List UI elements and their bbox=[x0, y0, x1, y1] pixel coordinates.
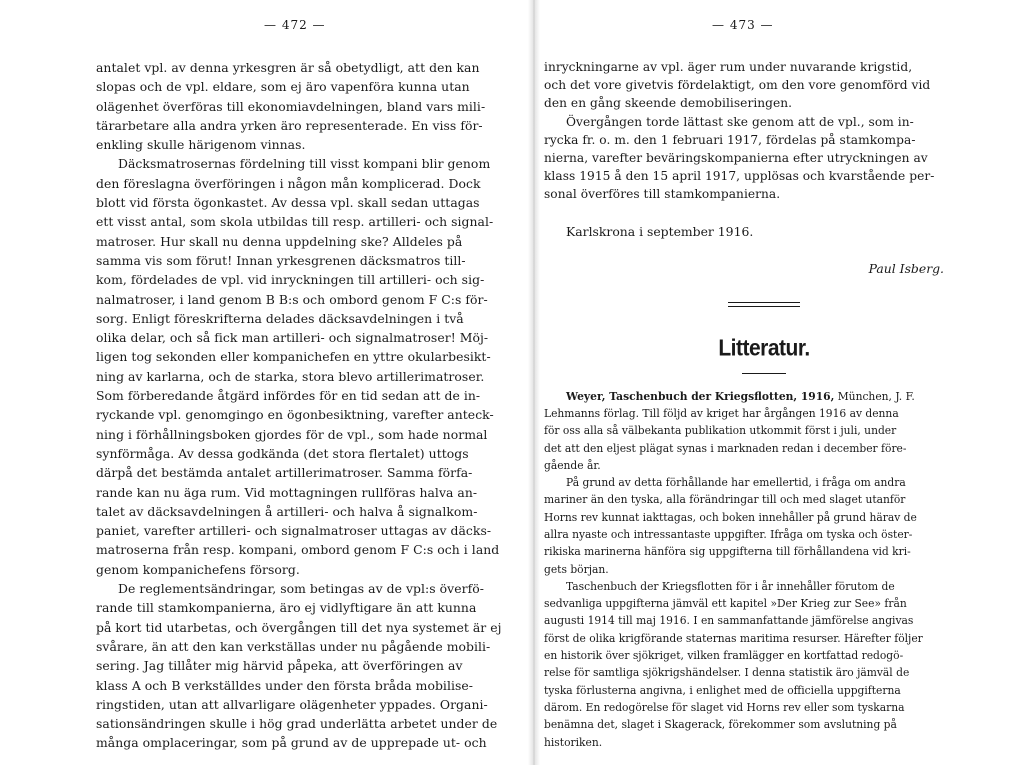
review-line: Taschenbuch der Kriegsflotten för i år innehåller förutom de bbox=[566, 579, 895, 593]
text-line: enkling skulle härigenom vinnas. bbox=[96, 137, 306, 153]
text-line: ringstiden, utan att allvarligare olägenheter yppades. Organi- bbox=[96, 696, 488, 712]
text-line: svårare, än att den kan verkställas under nu pågående mobili- bbox=[96, 638, 491, 654]
review-line: allra nyaste och intressantaste uppgifter. Ifråga om tyska och öster- bbox=[544, 528, 913, 541]
text-line: Däcksmatrosernas fördelning till visst kompani blir genom bbox=[118, 156, 491, 172]
text-line: Som förberedande åtgärd infördes för en tid sedan att de in- bbox=[96, 388, 481, 404]
review-line: tyska förlusterna angivna, i enlighet med de officiella uppgifterna bbox=[544, 683, 901, 697]
text-line: talet av däcksavdelningen å artilleri- och halva å signalkom- bbox=[96, 503, 478, 519]
review-line: en historik över sjökriget, vilken framlägger en kortfattad redogö- bbox=[544, 649, 904, 663]
text-line: den föreslagna överföringen i någon mån komplicerad. Dock bbox=[96, 175, 481, 191]
divider-rule bbox=[728, 306, 800, 307]
text-line: den en gång skeende demobiliseringen. bbox=[544, 96, 793, 111]
text-line: antalet vpl. av denna yrkesgren är så obetydligt, att den kan bbox=[96, 60, 480, 75]
text-line: inryckningarne av vpl. äger rum under nuvarande krigstid, bbox=[544, 60, 913, 74]
review-line: benämna det, slaget i Skagerack, förekommer som avslutning på bbox=[544, 718, 897, 732]
section-title: Litteratur. bbox=[718, 335, 810, 361]
text-line: på kort tid utarbetas, och övergången till det nya systemet är ej bbox=[96, 619, 502, 635]
text-line: sering. Jag tillåter mig härvid påpeka, att överföringen av bbox=[96, 658, 463, 674]
signature-name: Paul Isberg. bbox=[868, 260, 944, 276]
review-line: först de olika krigförande staternas maritima resurser. Härefter följer bbox=[544, 631, 923, 645]
text-line: nierna, varefter beväringskompanierna efter utryckningen av bbox=[544, 151, 928, 166]
text-line: sonal överföres till stamkompanierna. bbox=[544, 187, 781, 202]
review-line: gående år. bbox=[544, 458, 601, 472]
review-line: gets början. bbox=[544, 562, 609, 576]
right-text-column bbox=[544, 58, 984, 751]
text-line: klass A och B verkställdes under den första bråda mobilise- bbox=[96, 677, 473, 693]
text-line: synförmåga. Av dessa godkända (det stora flertalet) uttogs bbox=[96, 445, 469, 461]
text-line: rande till stamkompanierna, äro ej vidlyftigare än att kunna bbox=[96, 600, 477, 616]
text-line: kom, fördelades de vpl. vid inryckningen till artilleri- och sig- bbox=[96, 272, 485, 288]
text-line: paniet, varefter artilleri- och signalmatroser uttagas av däcks- bbox=[96, 523, 492, 539]
text-line: Övergången torde lättast ske genom att de vpl., som in- bbox=[566, 114, 914, 129]
book-gutter bbox=[528, 0, 540, 765]
review-line: sedvanliga uppgifterna jämväl ett kapitel »Der Krieg zur See» från bbox=[544, 597, 907, 611]
text-line: många omplaceringar, som på grund av de upprepade ut- och bbox=[96, 735, 487, 751]
text-line: rande kan nu äga rum. Vid mottagningen rullföras halva an- bbox=[96, 484, 478, 500]
text-line: ning i förhållningsboken gjordes för de vpl., som hade normal bbox=[96, 426, 488, 442]
text-line: ett visst antal, som skola utbildas till resp. artilleri- och signal- bbox=[96, 214, 494, 230]
review-line: mariner än den tyska, alla förändringar till och med slaget utanför bbox=[544, 493, 906, 507]
text-line: klass 1915 å den 15 april 1917, upplösas och kvarstående per- bbox=[544, 169, 935, 184]
review-line: Lehmanns förlag. Till följd av kriget har årgången 1916 av denna bbox=[544, 406, 899, 420]
text-line: ning av karlarna, och de starka, stora blevo artillerimatroser. bbox=[96, 368, 485, 384]
text-line: ryckande vpl. genomgingo en ögonbesiktning, varefter anteck- bbox=[96, 407, 494, 423]
signature-place-date: Karlskrona i september 1916. bbox=[566, 223, 754, 239]
review-line: augusti 1914 till maj 1916. I en sammanfattande jämförelse angivas bbox=[544, 614, 914, 628]
divider-rule bbox=[728, 302, 800, 303]
text-line: De reglementsändringar, som betingas av de vpl:s överfö- bbox=[118, 581, 484, 597]
review-line: därom. En redogörelse för slaget vid Horns rev eller som tyskarna bbox=[544, 700, 905, 714]
text-line: genom kompanichefens försorg. bbox=[96, 561, 300, 577]
page-number-473: — 473 — bbox=[712, 18, 774, 32]
text-line: och det vore givetvis fördelaktigt, om den vore genomförd vid bbox=[544, 78, 931, 93]
review-line: På grund av detta förhållande har emellertid, i fråga om andra bbox=[566, 476, 906, 490]
text-line: sorg. Enligt föreskrifterna delades däcksavdelningen i två bbox=[96, 310, 464, 326]
text-line: slopas och de vpl. eldare, som ej äro vapenföra kunna utan bbox=[96, 79, 470, 95]
text-line: tärarbetare alla andra yrken äro representerade. En viss för- bbox=[96, 117, 483, 133]
review-citation-publisher: München, J. F. bbox=[834, 389, 915, 403]
review-line: relse för samtliga sjökrigshändelser. I denna statistik äro jämväl de bbox=[544, 666, 910, 680]
left-text-column bbox=[96, 58, 506, 753]
review-citation-title: Weyer, Taschenbuch der Kriegsflotten, 1916, bbox=[566, 389, 835, 403]
page-number-472: — 472 — bbox=[264, 18, 326, 32]
text-line: matroser. Hur skall nu denna uppdelning ske? Alldeles på bbox=[96, 233, 463, 249]
text-line: samma vis som förut! Innan yrkesgrenen däcksmatros till- bbox=[96, 252, 466, 268]
text-line: rycka fr. o. m. den 1 februari 1917, fördelas på stamkompa- bbox=[544, 132, 916, 147]
text-line: olägenhet överföras till ekonomiavdelningen, bland vars mili- bbox=[96, 98, 486, 114]
review-line: för oss alla så välbekanta publikation utkommit först i juli, under bbox=[544, 424, 897, 438]
review-line: Horns rev kunnat iakttagas, och boken innehåller på grund härav de bbox=[544, 510, 917, 524]
text-line: blott vid första ögonkastet. Av dessa vpl. skall sedan uttagas bbox=[96, 195, 480, 211]
text-line: olika delar, och så fick man artilleri- och signalmatroser! Möj- bbox=[96, 330, 489, 346]
divider-rule bbox=[742, 373, 786, 374]
text-line: sationsändringen skulle i hög grad underlätta arbetet under de bbox=[96, 716, 498, 732]
text-line: därpå det bestämda antalet artillerimatroser. Samma förfa- bbox=[96, 465, 473, 481]
review-line: det att den eljest plägat synas i marknaden redan i december före- bbox=[544, 441, 907, 455]
text-line: ligen tog sekonden eller kompanichefen en yttre okularbesikt- bbox=[96, 349, 491, 365]
right-page bbox=[534, 0, 1024, 765]
review-line: historiken. bbox=[544, 735, 603, 749]
text-line: matroserna från resp. kompani, ombord genom F C:s och i land bbox=[96, 542, 500, 558]
review-citation bbox=[544, 388, 984, 405]
review-line: rikiska marinerna hänföra sig uppgifterna till förhållandena vid kri- bbox=[544, 545, 911, 559]
text-line: nalmatroser, i land genom B B:s och ombord genom F C:s för- bbox=[96, 291, 488, 307]
